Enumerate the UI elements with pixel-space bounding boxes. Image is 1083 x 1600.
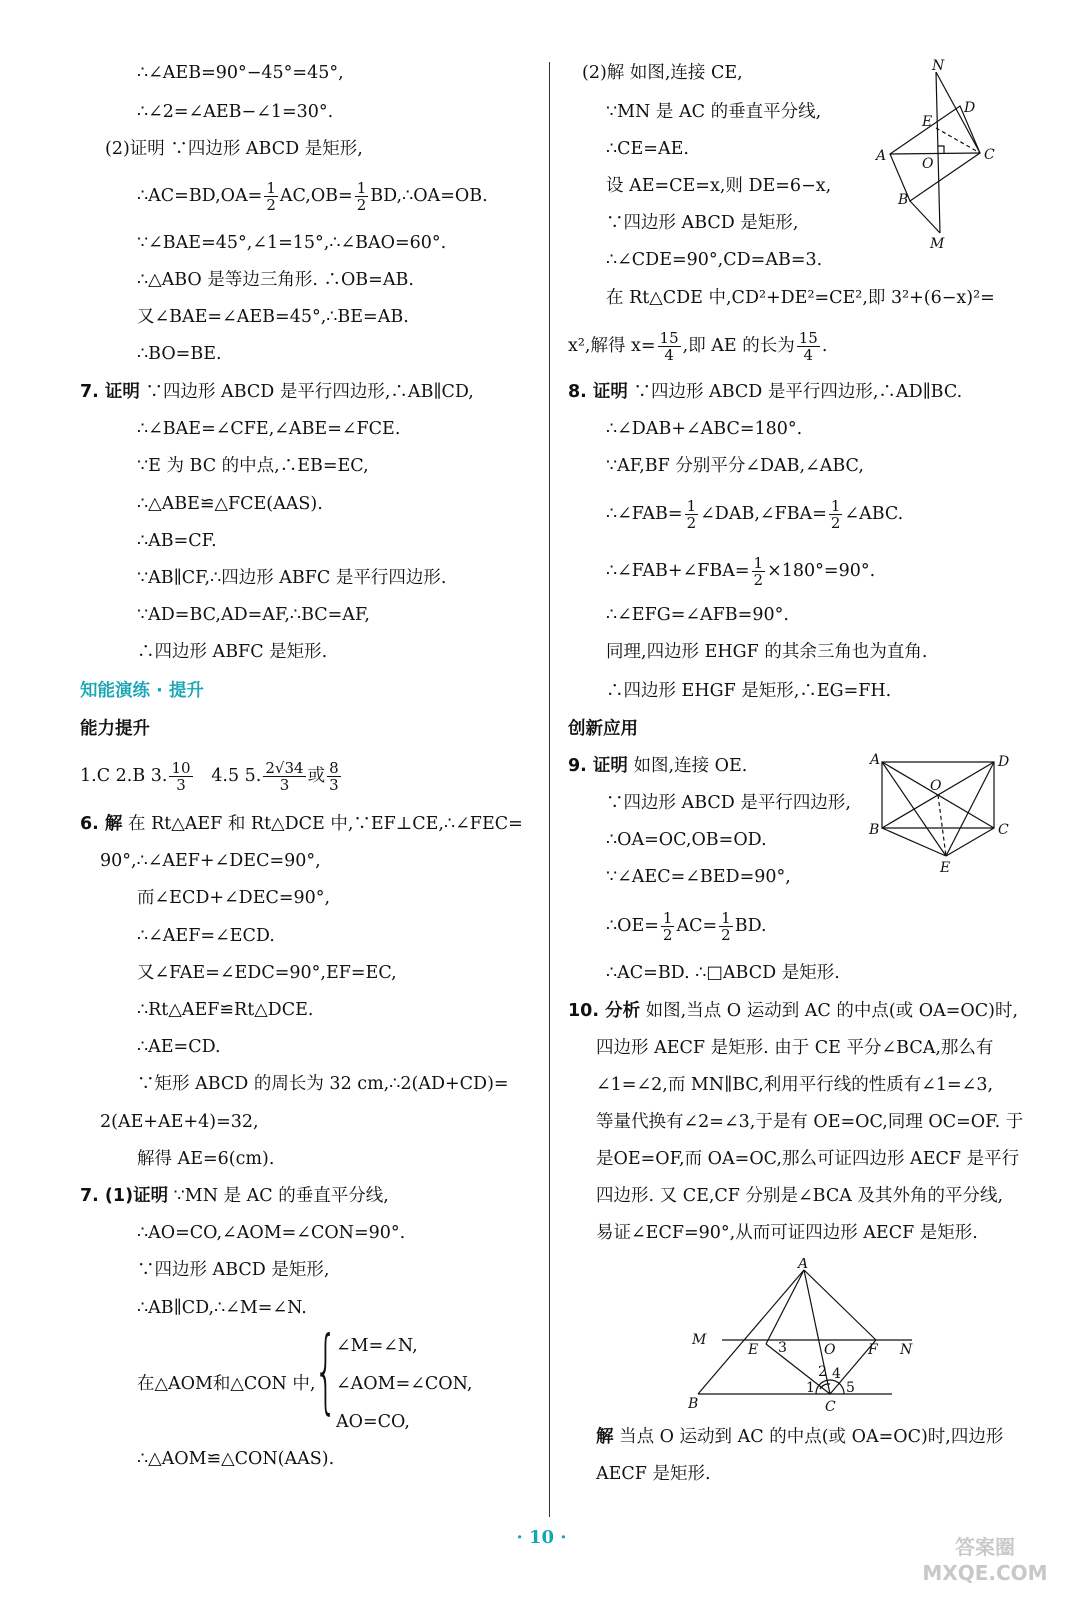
watermark-logo: 答案圈 MXQE.COM [922,1535,1048,1585]
label-C: C [825,1399,836,1415]
label-F: F [868,1342,878,1358]
text-line: ∴OA=OC,OB=OD. [606,830,767,850]
section-heading: 知能演练 · 提升 [80,681,204,701]
label-C: C [998,822,1009,838]
text-line: ∵四边形 ABCD 是矩形, [137,1260,330,1280]
label-B: B [688,1396,699,1412]
text-line: ∴AC=BD. ∴□ABCD 是矩形. [606,963,840,983]
label-M: M [930,236,945,252]
text-line: ∵AF,BF 分别平分∠DAB,∠ABC, [606,456,864,476]
label-N: N [900,1342,913,1358]
text-line: ∵∠AEC=∠BED=90°, [606,867,791,887]
problem-7-part1: 7. (1)证明 ∵MN 是 AC 的垂直平分线, [80,1186,389,1206]
text-line: ∴∠FAB+∠FBA= $\frac{1}{2}$ ×180°=90°. [606,554,876,589]
problem-10: 10. 分析 如图,当点 O 运动到 AC 的中点(或 OA=OC)时, [568,1001,1019,1021]
label-A: A [876,148,887,164]
text-line: ∵AD=BC,AD=AF,∴BC=AF, [137,605,370,625]
label-M: M [692,1332,707,1348]
label-E: E [922,114,933,130]
text-line: 四边形. 又 CE,CF 分别是∠BCA 及其外角的平分线, [596,1186,1004,1206]
text-line: (2)解 如图,连接 CE, [582,63,743,83]
text-line: 在 Rt△CDE 中,CD²+DE²=CE²,即 3²+(6−x)²= [606,288,995,308]
text-line: ∴∠AEB=90°−45°=45°, [137,63,344,83]
subsection-heading: 创新应用 [568,719,638,739]
page-number: · 10 · [516,1527,567,1548]
text-line: 设 AE=CE=x,则 DE=6−x, [606,176,832,196]
text-line: ∴AO=CO,∠AOM=∠CON=90°. [137,1223,406,1243]
text-line: ∴AB=CF. [137,531,217,551]
text-line: ∴△AOM≌△CON(AAS). [137,1449,335,1469]
text-line: 又∠FAE=∠EDC=90°,EF=EC, [137,963,397,983]
text-line: ∴AC=BD,OA= $\frac{1}{2}$ AC,OB= $\frac{1}{2}$ BD,∴OA=OB. [137,179,488,214]
label-B: B [898,192,909,208]
text-line: ∴OE= $\frac{1}{2}$ AC= $\frac{1}{2}$ BD. [606,909,767,944]
text-line: AO=CO, [336,1412,410,1432]
text-line: ∴∠EFG=∠AFB=90°. [606,605,789,625]
text-line: 90°,∴∠AEF+∠DEC=90°, [100,851,321,871]
text-line: ∴∠CDE=90°,CD=AB=3. [606,250,823,270]
figure-triangle [688,1258,938,1418]
label-5: 5 [846,1380,855,1396]
label-D: D [998,754,1010,770]
text-line: ∴BO=BE. [137,344,222,364]
text-line: 2(AE+AE+4)=32, [100,1112,259,1132]
label-C: C [984,147,995,163]
text-line: ∵AB∥CF,∴四边形 ABFC 是平行四边形. [137,568,447,588]
text-line: ∴四边形 ABFC 是矩形. [137,642,328,662]
text-line: ∴四边形 EHGF 是矩形,∴EG=FH. [606,681,892,701]
text-line: (2)证明 ∵四边形 ABCD 是矩形, [105,139,363,159]
text-line: ∴∠AEF=∠ECD. [137,926,275,946]
solution-line: 解 当点 O 运动到 AC 的中点(或 OA=OC)时,四边形 [596,1427,1004,1447]
label-3: 3 [778,1340,787,1356]
column-divider [549,62,550,1517]
text-line: ∠1=∠2,而 MN∥BC,利用平行线的性质有∠1=∠3, [596,1075,994,1095]
text-line: ∴∠DAB+∠ABC=180°. [606,419,803,439]
text-line: ∵∠BAE=45°,∠1=15°,∴∠BAO=60°. [137,233,447,253]
problem-7: 7. 证明 ∵四边形 ABCD 是平行四边形,∴AB∥CD, [80,382,474,402]
label-A: A [798,1258,809,1272]
brace: { [314,1317,338,1424]
figure-parallelogram [868,750,1038,880]
text-line: ∠M=∠N, [336,1336,418,1356]
text-line: AECF 是矩形. [596,1464,711,1484]
subsection-heading: 能力提升 [80,719,150,739]
label-D: D [964,100,976,116]
text-line: 易证∠ECF=90°,从而可证四边形 AECF 是矩形. [596,1223,978,1243]
text-line: 而∠ECD+∠DEC=90°, [137,888,331,908]
label-N: N [932,58,945,74]
text-line: ∴CE=AE. [606,139,689,159]
problem-8: 8. 证明 ∵四边形 ABCD 是平行四边形,∴AD∥BC. [568,382,963,402]
text-line: ∵四边形 ABCD 是矩形, [606,213,799,233]
text-line: ∴∠FAB= $\frac{1}{2}$ ∠DAB,∠FBA= $\frac{1}{2}$ ∠ABC. [606,497,904,532]
answer-line: 1.C 2.B 3. $\frac{10}{3}$ 4.5 5. $\frac{2√34}{3}$ 或 $\frac{8}{3}$ [80,759,339,794]
text-line: 四边形 AECF 是矩形. 由于 CE 平分∠BCA,那么有 [596,1038,994,1058]
label-O: O [824,1342,836,1358]
label-O: O [922,156,934,172]
text-line: ∵矩形 ABCD 的周长为 32 cm,∴2(AD+CD)= [137,1074,509,1094]
text-line: 是OE=OF,而 OA=OC,那么可证四边形 AECF 是平行 [596,1149,1020,1169]
text-line: ∵E 为 BC 的中点,∴EB=EC, [137,456,369,476]
label-B: B [869,822,880,838]
text-line: 等量代换有∠2=∠3,于是有 OE=OC,同理 OC=OF. 于 [596,1112,1024,1132]
text-line: 在△AOM和△CON 中, [137,1374,316,1394]
text-line: ∵MN 是 AC 的垂直平分线, [606,102,822,122]
text-line: ∴Rt△AEF≌Rt△DCE. [137,1000,314,1020]
label-1: 1 [806,1380,815,1396]
text-line: ∴AB∥CD,∴∠M=∠N. [137,1298,307,1318]
text-line: 又∠BAE=∠AEB=45°,∴BE=AB. [137,307,409,327]
label-E: E [940,860,951,876]
label-A: A [870,752,881,768]
label-O: O [930,778,942,794]
problem-6: 6. 解 在 Rt△AEF 和 Rt△DCE 中,∵EF⊥CE,∴∠FEC= [80,814,523,834]
text-line: ∴AE=CD. [137,1037,221,1057]
text-line: x²,解得 x= $\frac{15}{4}$ ,即 AE 的长为 $\frac{15}{4}$ . [568,329,828,364]
problem-9: 9. 证明 如图,连接 OE. [568,756,748,776]
label-2: 2 [818,1364,827,1380]
text-line: 同理,四边形 EHGF 的其余三角也为直角. [606,642,928,662]
figure-kite [872,58,1032,258]
text-line: ∴△ABO 是等边三角形. ∴OB=AB. [137,270,414,290]
text-line: ∴∠BAE=∠CFE,∠ABE=∠FCE. [137,419,401,439]
text-line: ∴△ABE≌△FCE(AAS). [137,494,323,514]
label-4: 4 [832,1366,841,1382]
text-line: ∴∠2=∠AEB−∠1=30°. [137,102,334,122]
label-E: E [748,1342,759,1358]
text-line: 解得 AE=6(cm). [137,1149,275,1169]
text-line: ∵四边形 ABCD 是平行四边形, [606,793,851,813]
text-line: ∠AOM=∠CON, [336,1374,473,1394]
